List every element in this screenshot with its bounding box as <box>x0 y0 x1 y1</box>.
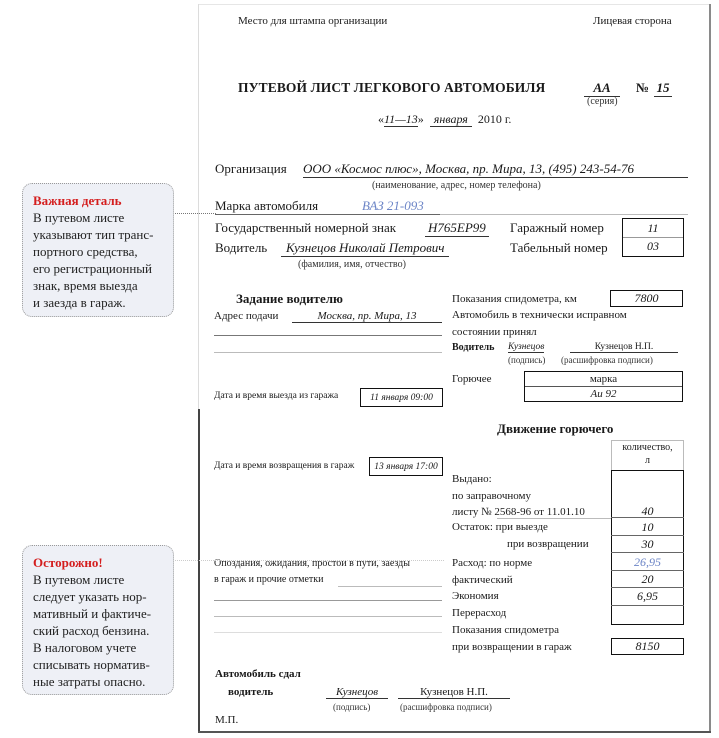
callout-1-line: портного средства, <box>33 244 138 259</box>
remain-return-label: при возвращении <box>507 538 589 550</box>
callout-2-line: В путевом листе <box>33 572 125 587</box>
car-brand-underline <box>215 214 440 215</box>
car-brand-value: ВАЗ 21-093 <box>362 198 424 213</box>
fuel-row-line-6 <box>611 605 684 606</box>
overuse-label: Перерасход <box>452 607 507 619</box>
callout-2-connector <box>172 560 444 561</box>
handover-signature-caption: (подпись) <box>333 702 371 712</box>
issued-underline <box>497 518 611 519</box>
issued-value: 40 <box>641 504 654 518</box>
qty-header-line2: л <box>645 455 650 466</box>
return-label: Дата и время возвращения в гараж <box>214 461 355 471</box>
remain-label: Остаток: при выезде <box>452 521 548 533</box>
number-value: 15 <box>654 80 672 97</box>
callout-caution <box>22 545 174 695</box>
date-month: января <box>430 112 472 127</box>
callout-2-line: следует указать нор- <box>33 589 147 604</box>
acceptance-signature: Кузнецов <box>508 342 545 352</box>
notes-line-3 <box>214 616 442 617</box>
departure-label: Дата и время выезда из гаража <box>214 391 339 401</box>
callout-1-line: В путевом листе <box>33 210 125 225</box>
plate-label: Государственный номерной знак <box>215 220 397 235</box>
callout-2-line: списывать норматив- <box>33 657 150 672</box>
acceptance-decode-caption: (расшифровка подписи) <box>561 355 653 365</box>
notes-line-1 <box>338 586 442 587</box>
odometer-return-label-line1: Показания спидометра <box>452 624 560 636</box>
acceptance-driver-label: Водитель <box>452 342 495 353</box>
stamp-place-label: Место для штампа организации <box>238 15 388 27</box>
driver-caption: (фамилия, имя, отчество) <box>298 259 406 270</box>
side-label: Лицевая сторона <box>593 15 672 27</box>
odometer-label: Показания спидометра, км <box>452 293 577 305</box>
actual-value: 20 <box>641 572 654 586</box>
fuel-label: Горючее <box>452 373 492 385</box>
garage-number-box: 11 <box>622 218 684 238</box>
driver-value: Кузнецов Николай Петрович <box>281 240 449 257</box>
odometer-return-value-box: 8150 <box>611 638 684 655</box>
callout-1-title: Важная деталь <box>33 193 122 208</box>
norm-value: 26,95 <box>634 555 661 569</box>
series-value: АА <box>584 80 620 97</box>
series-caption: (серия) <box>587 96 618 107</box>
organization-value: ООО «Космос плюс», Москва, пр. Мира, 13, (495) 243-54-76 <box>303 161 688 178</box>
plate-value: Н765ЕР99 <box>425 220 489 237</box>
fuel-brand-header: марка <box>524 371 683 387</box>
handover-decode-caption: (расшифровка подписи) <box>400 702 492 712</box>
economy-label: Экономия <box>452 590 499 602</box>
norm-label: Расход: по норме <box>452 557 533 569</box>
callout-2-line: ский расход бензина. <box>33 623 150 638</box>
date-close-quote: » <box>417 112 424 126</box>
address-line-3 <box>214 352 442 353</box>
address-label: Адрес подачи <box>214 310 279 322</box>
document-title: ПУТЕВОЙ ЛИСТ ЛЕГКОВОГО АВТОМОБИЛЯ <box>238 80 546 95</box>
callout-2-line: мативный и фактиче- <box>33 606 152 621</box>
issued-line3: листу № 2568-96 от 11.01.10 <box>452 506 585 518</box>
notes-label-line1: Опоздания, ожидания, простои в пути, заезды <box>214 558 410 569</box>
notes-line-4 <box>214 632 442 633</box>
qty-header-line1: количество, <box>622 442 673 453</box>
page-frame-top <box>198 4 710 5</box>
date-days: 11—13 <box>384 112 418 126</box>
remain-return-value: 30 <box>641 537 654 551</box>
fuel-brand-value: Аи 92 <box>524 386 683 402</box>
date-open-quote: « <box>378 112 384 126</box>
tab-number-label: Табельный номер <box>510 240 608 255</box>
acceptance-decode: Кузнецов Н.П. <box>570 342 678 353</box>
page-frame-left-lower <box>198 409 200 732</box>
car-brand-underline-ext <box>440 214 688 215</box>
page-frame-left-upper <box>198 4 199 409</box>
notes-label-line2: в гараж и прочие отметки <box>214 574 324 585</box>
page-frame-bottom <box>198 731 711 733</box>
organization-label: Организация <box>215 161 287 176</box>
callout-1-line: его регистрационный <box>33 261 152 276</box>
fuel-movement-title: Движение горючего <box>497 421 614 436</box>
organization-caption: (наименование, адрес, номер телефона) <box>372 180 541 191</box>
condition-line1: Автомобиль в технически исправном <box>452 309 627 321</box>
qty-header <box>611 440 684 470</box>
number-prefix: № <box>636 80 650 95</box>
address-line-2 <box>214 335 442 336</box>
callout-2-line: ные затраты опасно. <box>33 674 146 689</box>
tab-number-box: 03 <box>622 237 684 257</box>
odometer-return-label-line2: при возвращении в гараж <box>452 641 572 653</box>
address-value: Москва, пр. Мира, 13 <box>292 310 442 323</box>
handover-signature: Кузнецов <box>326 686 388 699</box>
stamp-place: М.П. <box>215 714 239 726</box>
page-frame-right <box>709 4 711 732</box>
handover-decode: Кузнецов Н.П. <box>398 686 510 699</box>
departure-value-box: 11 января 09:00 <box>360 388 443 407</box>
date-year: 2010 г. <box>477 112 512 126</box>
callout-1-line: указывают тип транс- <box>33 227 154 242</box>
handover-driver-label: водитель <box>228 686 274 698</box>
callout-2-line: В налоговом учете <box>33 640 137 655</box>
date-line <box>378 112 511 127</box>
return-value-box: 13 января 17:00 <box>369 457 443 476</box>
economy-value: 6,95 <box>637 589 658 603</box>
notes-line-2 <box>214 600 442 601</box>
callout-1-connector <box>172 213 216 214</box>
callout-1-line: и заезда в гараж. <box>33 295 126 310</box>
garage-number-label: Гаражный номер <box>510 220 604 235</box>
driver-label: Водитель <box>215 240 268 255</box>
issued-line2: по заправочному <box>452 490 531 502</box>
actual-label: фактический <box>452 574 513 586</box>
callout-2-title: Осторожно! <box>33 555 103 570</box>
callout-important-detail <box>22 183 174 317</box>
task-title: Задание водителю <box>236 291 343 306</box>
acceptance-signature-caption: (подпись) <box>508 355 546 365</box>
issued-label: Выдано: <box>452 473 492 485</box>
car-brand-label: Марка автомобиля <box>215 198 319 213</box>
condition-line2: состоянии принял <box>452 326 537 338</box>
odometer-value-box: 7800 <box>610 290 683 307</box>
handover-title: Автомобиль сдал <box>215 668 301 680</box>
callout-1-line: знак, время выезда <box>33 278 138 293</box>
remain-departure-value: 10 <box>641 520 654 534</box>
